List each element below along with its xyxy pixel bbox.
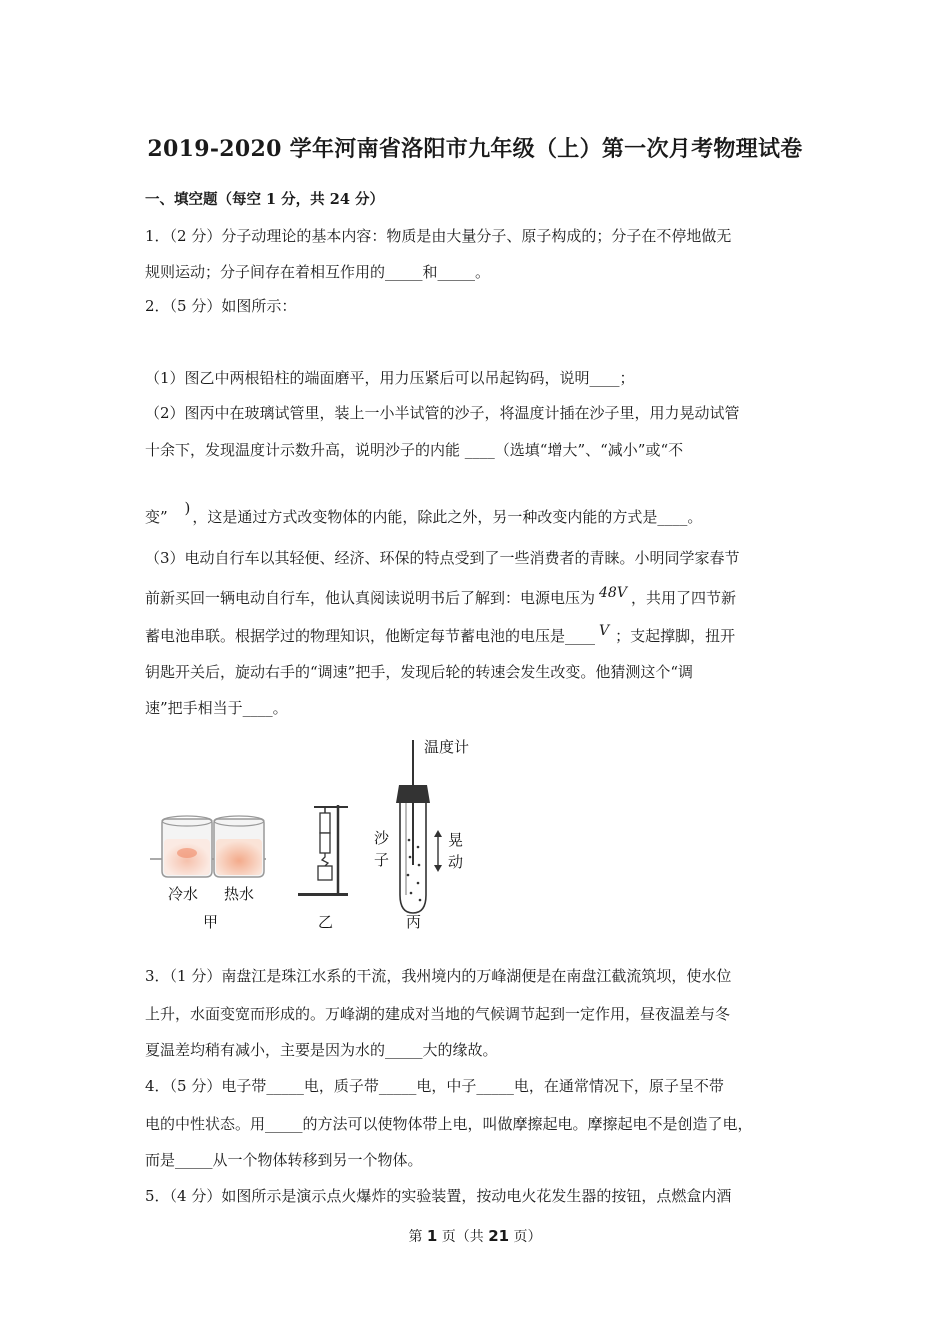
footer-text: 页） [509, 1229, 542, 1245]
sand-label-1: 沙 [374, 829, 390, 847]
paren-mark: ) [184, 499, 191, 517]
question-4-line-1: 4．（5 分）电子带_____电，质子带_____电，中子_____电，在通常情况下，原子呈不带 [145, 1077, 724, 1095]
text-segment: 蓄电池串联。根据学过的物理知识，他断定每节蓄电池的电压是____ [145, 627, 596, 645]
cold-water-label: 冷水 [168, 885, 199, 903]
unit-math: V [599, 623, 610, 639]
experiment-figure [148, 735, 488, 933]
footer-text: 第 [408, 1229, 427, 1245]
text-segment: ，共用了四节新 [630, 589, 736, 607]
figure-label-jia: 甲 [203, 913, 219, 931]
question-2-part-2-line-3 [145, 499, 815, 527]
page-number: 1 [426, 1227, 438, 1245]
question-2-part-1: （1）图乙中两根铅柱的端面磨平，用力压紧后可以吊起钩码，说明____； [145, 369, 635, 387]
question-3-line-2: 上升，水面变宽而形成的。万峰湖的建成对当地的气候调节起到一定作用，昼夜温差与冬 [145, 1005, 731, 1023]
question-2-part-3-line-5: 速”把手相当于____。 [145, 699, 288, 717]
figure-label-bing: 丙 [406, 913, 422, 931]
total-pages: 21 [488, 1227, 510, 1245]
shake-label-1: 晃 [448, 831, 464, 849]
question-2-part-2-line-2: 十余下，发现温度计示数升高，说明沙子的内能 ____（选填“增大”、“减小”或“不 [145, 441, 684, 459]
section-heading: 一、填空题（每空 1 分，共 24 分） [145, 191, 384, 208]
question-2-part-3-line-4: 钥匙开关后，旋动右手的“调速”把手，发现后轮的转速会发生改变。他猜测这个“调 [145, 663, 694, 681]
question-2-part-3-line-1: （3）电动自行车以其轻便、经济、环保的特点受到了一些消费者的青睐。小明同学家春节 [145, 549, 740, 567]
sand-label-2: 子 [374, 851, 390, 869]
question-2-part-3-line-3 [145, 623, 815, 647]
shake-label-2: 动 [448, 853, 464, 871]
question-1-line-1: 1．（2 分）分子动理论的基本内容：物质是由大量分子、原子构成的；分子在不停地做无 [145, 227, 732, 245]
question-1-line-2: 规则运动；分子间存在着相互作用的_____和_____。 [145, 263, 491, 281]
text-segment: 前新买回一辆电动自行车，他认真阅读说明书后了解到：电源电压为 [145, 589, 596, 607]
question-3-line-1: 3．（1 分）南盘江是珠江水系的干流，我州境内的万峰湖便是在南盘江截流筑坝，使水位 [145, 967, 732, 985]
text-segment: ，这是通过方式改变物体的内能，除此之外，另一种改变内能的方式是____。 [192, 508, 703, 526]
text-segment: 变” [145, 508, 168, 526]
question-5-line-1: 5．（4 分）如图所示是演示点火爆炸的实验装置，按动电火花发生器的按钮，点燃盒内酒 [145, 1187, 732, 1205]
hot-water-beaker [214, 816, 264, 877]
hot-water-label: 热水 [224, 885, 255, 903]
text-segment: ；支起撑脚，扭开 [615, 627, 736, 645]
footer-text: 页（共 [437, 1229, 489, 1245]
page-footer [0, 1226, 950, 1246]
page-title: 2019-2020 学年河南省洛阳市九年级（上）第一次月考物理试卷 [147, 136, 803, 162]
figure-label-yi: 乙 [318, 913, 334, 931]
question-4-line-2: 电的中性状态。用_____的方法可以使物体带上电，叫做摩擦起电。摩擦起电不是创造了电， [145, 1115, 753, 1133]
voltage-math: 48V [599, 585, 627, 601]
test-tube-diagram [374, 738, 469, 931]
beakers-diagram [150, 816, 266, 931]
question-2-part-2-line-1: （2）图丙中在玻璃试管里，装上一小半试管的沙子，将温度计插在沙子里，用力晃动试管 [145, 404, 740, 422]
question-2-heading: 2．（5 分）如图所示： [145, 297, 297, 315]
lead-cylinders-diagram [298, 805, 348, 931]
question-2-part-3-line-2 [145, 585, 815, 609]
question-3-line-3: 夏温差均稍有减小，主要是因为水的_____大的缘故。 [145, 1041, 498, 1059]
thermometer-label: 温度计 [424, 738, 470, 756]
cold-water-beaker [162, 816, 212, 877]
question-4-line-3: 而是_____从一个物体转移到另一个物体。 [145, 1151, 423, 1169]
